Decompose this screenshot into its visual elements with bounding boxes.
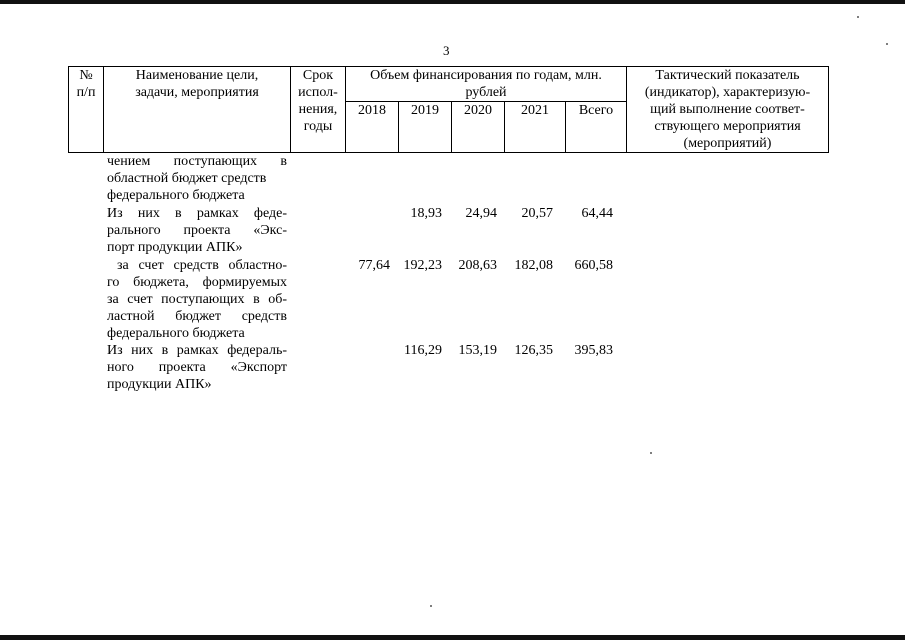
value-2021: 182,08	[514, 258, 553, 273]
header-indicator: Тактический показатель (индикатор), характеризую- щий выполнение соответ- ствующего мероприятия (мероприятий)	[627, 67, 829, 153]
value-2020: 24,94	[465, 206, 497, 221]
value-total: 395,83	[574, 343, 613, 358]
value-2019: 192,23	[403, 258, 442, 273]
header-number: № п/п	[69, 67, 104, 153]
header-year-2019: 2019	[399, 102, 452, 153]
scan-speck	[430, 605, 432, 607]
value-2021: 20,57	[521, 206, 553, 221]
value-2019: 116,29	[404, 343, 442, 358]
value-2020: 208,63	[458, 258, 497, 273]
scan-border-bottom	[0, 635, 905, 640]
header-financing: Объем финансирования по годам, млн. рублей	[346, 67, 627, 102]
page-number: 3	[443, 43, 450, 58]
table-header	[68, 66, 829, 153]
row-description: Из них в рамках федераль- ного проекта «Экспорт продукции АПК»	[107, 343, 287, 392]
row-description: Из них в рамках феде- рального проекта «Экс- порт продукции АПК»	[107, 206, 287, 255]
value-2019: 18,93	[410, 206, 442, 221]
scan-speck	[857, 16, 859, 18]
header-year-2018: 2018	[346, 102, 399, 153]
scan-speck	[886, 43, 888, 45]
header-year-2020: 2020	[452, 102, 505, 153]
scan-border-top	[0, 0, 905, 4]
header-term: Срок испол- нения, годы	[291, 67, 346, 153]
value-2021: 126,35	[514, 343, 553, 358]
value-total: 660,58	[574, 258, 613, 273]
header-total: Всего	[566, 102, 627, 153]
header-year-2021: 2021	[505, 102, 566, 153]
header-name: Наименование цели, задачи, мероприятия	[104, 67, 291, 153]
value-2020: 153,19	[458, 343, 497, 358]
row-description: за счет средств областно- го бюджета, формируемых за счет поступающих в об- ластной бюджет средств федерального бюджета	[107, 258, 287, 341]
row-description: чением поступающих в областной бюджет средств федерального бюджета	[107, 154, 287, 203]
value-total: 64,44	[581, 206, 613, 221]
value-2018: 77,64	[358, 258, 390, 273]
scan-speck	[650, 452, 652, 454]
